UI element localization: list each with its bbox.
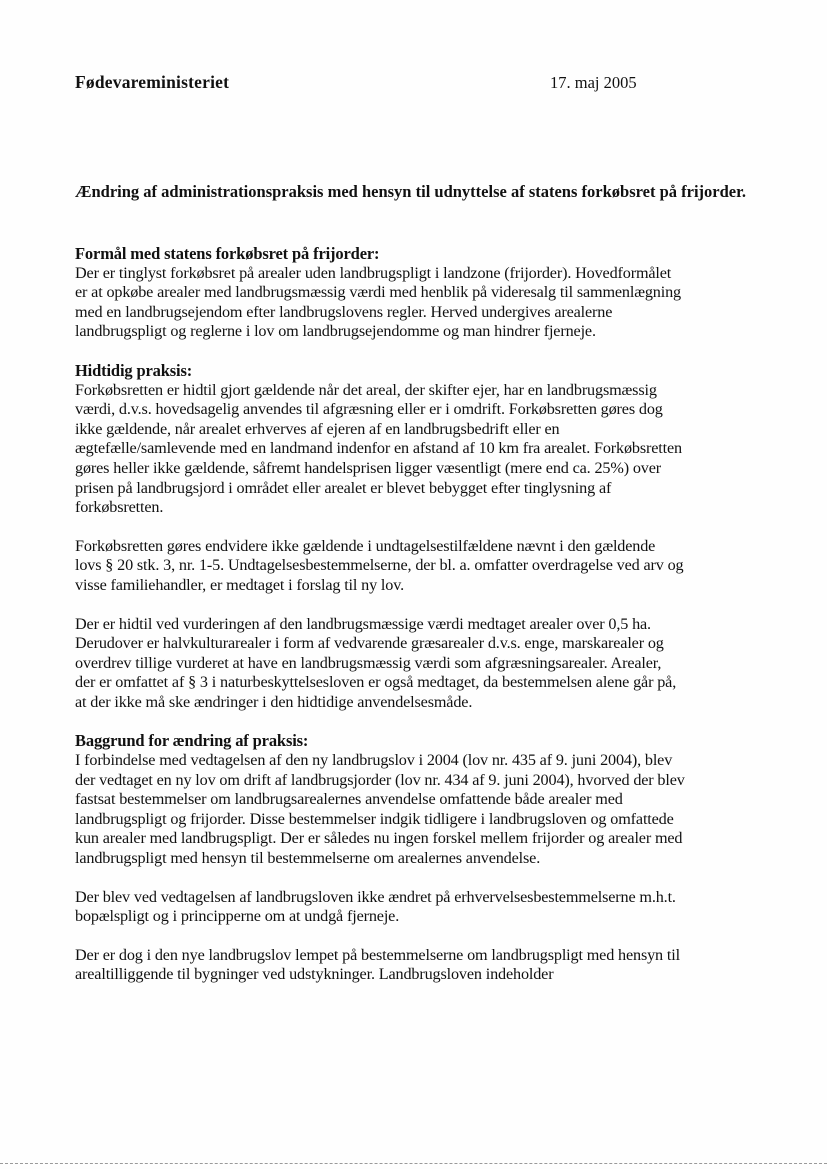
section-paragraph: I forbindelse med vedtagelsen af den ny landbrugslov i 2004 (lov nr. 435 af 9. juni 2004), blev der vedtaget en ny lov om drift af landbrugsjorder (lov nr. 434 af 9. juni 2004), hvorved der blev fastsat bestemmelser om landbrugsarealernes anvendelse omfattende både arealer med landbrugspligt og frijorder. Disse bestemmelser indgik tidligere i landbrugsloven og omfattede kun arealer med landbrugspligt. Der er således nu ingen forskel mellem frijorder og arealer med landbrugspligt med hensyn til bestemmelserne om arealernes anvendelse. [75, 751, 685, 868]
section-paragraph: Der er tinglyst forkøbsret på arealer uden landbrugspligt i landzone (frijorder). Hovedformålet er at opkøbe arealer med landbrugsmæssig værdi med henblik på videresalg til sammenlægning med en landbrugsejendom efter landbrugslovens regler. Herved undergives arealerne landbrugspligt og reglerne i lov om landbrugsejendomme og man hindrer fjerneje. [75, 263, 681, 341]
section-paragraph: Der er hidtil ved vurderingen af den landbrugsmæssige værdi medtaget arealer over 0,5 ha. Derudover er halvkulturarealer i form af vedvarende græsarealer d.v.s. enge, marskarealer og overdrev tillige vurderet at have en landbrugsmæssig værdi som afgræsningsarealer. Arealer, der er omfattet af § 3 i naturbeskyttelsesloven er også medtaget, da bestemmelsen alene går på, at der ikke må ske ændringer i den hidtidige anvendelsesmåde. [75, 614, 677, 711]
section-heading: Baggrund for ændring af praksis: [75, 731, 309, 751]
ministry-name: Fødevareministeriet [75, 72, 230, 92]
section-paragraph: Der blev ved vedtagelsen af landbrugsloven ikke ændret på erhvervelsesbestemmelserne m.h.t. bopælspligt og i principperne om at undgå fjerneje. [75, 887, 676, 926]
section-previous-practice [75, 361, 685, 518]
section-paragraph: Forkøbsretten gøres endvidere ikke gældende i undtagelsestilfældene nævnt i den gældende lovs § 20 stk. 3, nr. 1-5. Undtagelsesbestemmelserne, der bl. a. omfatter overdragelse ved arv og visse familiehandler, er medtaget i forslag til ny lov. [75, 536, 684, 594]
document-body [75, 244, 685, 1004]
section-purpose [75, 244, 685, 342]
document-date: 17. maj 2005 [550, 73, 637, 92]
section-paragraph: Der er dog i den nye landbrugslov lempet på bestemmelserne om landbrugspligt med hensyn til arealtilliggende til bygninger ved udstykninger. Landbrugsloven indeholder [75, 945, 680, 984]
section-heading: Formål med statens forkøbsret på frijorder: [75, 244, 380, 263]
section-heading: Hidtidig praksis: [75, 360, 193, 380]
document-title: Ændring af administrationspraksis med hensyn til udnyttelse af statens forkøbsret på frijorder. [75, 182, 747, 201]
section-paragraph: Forkøbsretten er hidtil gjort gældende når det areal, der skifter ejer, har en landbrugsmæssig værdi, d.v.s. hovedsagelig anvendes til afgræsning eller er i omdrift. Forkøbsretten gøres dog ikke gældende, når arealet erhverves af ejeren af en landbrugsbedrift eller en ægtefælle/samlevende med en landmand indenfor en afstand af 10 km fra arealet. Forkøbsretten gøres heller ikke gældende, såfremt handelsprisen ligger væsentligt (mere end ca. 25%) over prisen på landbrugsjord i området eller arealet er blevet bebygget efter tinglysning af forkøbsretten. [75, 380, 682, 517]
page-bottom-edge [0, 1163, 827, 1164]
section-background [75, 731, 685, 868]
